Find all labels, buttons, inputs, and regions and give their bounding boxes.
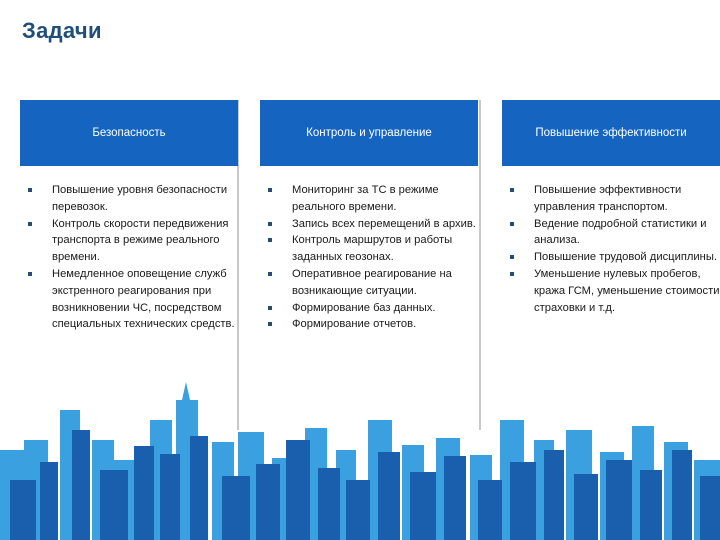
column-safety [20, 100, 238, 333]
column-header [20, 100, 238, 166]
city-skyline-image [0, 380, 720, 540]
list-item: Повышение эффективности управления транспортом. [502, 182, 720, 216]
list-item: Мониторинг за ТС в режиме реального времени. [260, 182, 478, 216]
bullet-list [20, 182, 238, 333]
list-item: Оперативное реагирование на возникающие ситуации. [260, 266, 478, 300]
column-control [260, 100, 478, 333]
list-item: Немедленное оповещение служб экстренного реагирования при возникновении ЧС, посредством специальных технических средств. [20, 266, 238, 333]
list-item: Повышение уровня безопасности перевозок. [20, 182, 238, 216]
column-header-label: Контроль и управление [306, 127, 432, 139]
list-item: Контроль скорости передвижения транспорта в режиме реального времени. [20, 216, 238, 266]
bullet-list [502, 182, 720, 316]
column-header [502, 100, 720, 166]
list-item: Запись всех перемещений в архив. [260, 216, 478, 233]
list-item: Формирование баз данных. [260, 300, 478, 317]
slide-title: Задачи [22, 18, 102, 43]
list-item: Уменьшение нулевых пробегов, кража ГСМ, уменьшение стоимости страховки и т.д. [502, 266, 720, 316]
bullet-list [260, 182, 478, 333]
column-header-label: Повышение эффективности [535, 127, 687, 139]
column-efficiency [502, 100, 720, 316]
column-header-label: Безопасность [92, 127, 166, 139]
list-item: Контроль маршрутов и работы заданных геозонах. [260, 232, 478, 266]
list-item: Формирование отчетов. [260, 316, 478, 333]
list-item: Повышение трудовой дисциплины. [502, 249, 720, 266]
column-header [260, 100, 478, 166]
list-item: Ведение подробной статистики и анализа. [502, 216, 720, 250]
